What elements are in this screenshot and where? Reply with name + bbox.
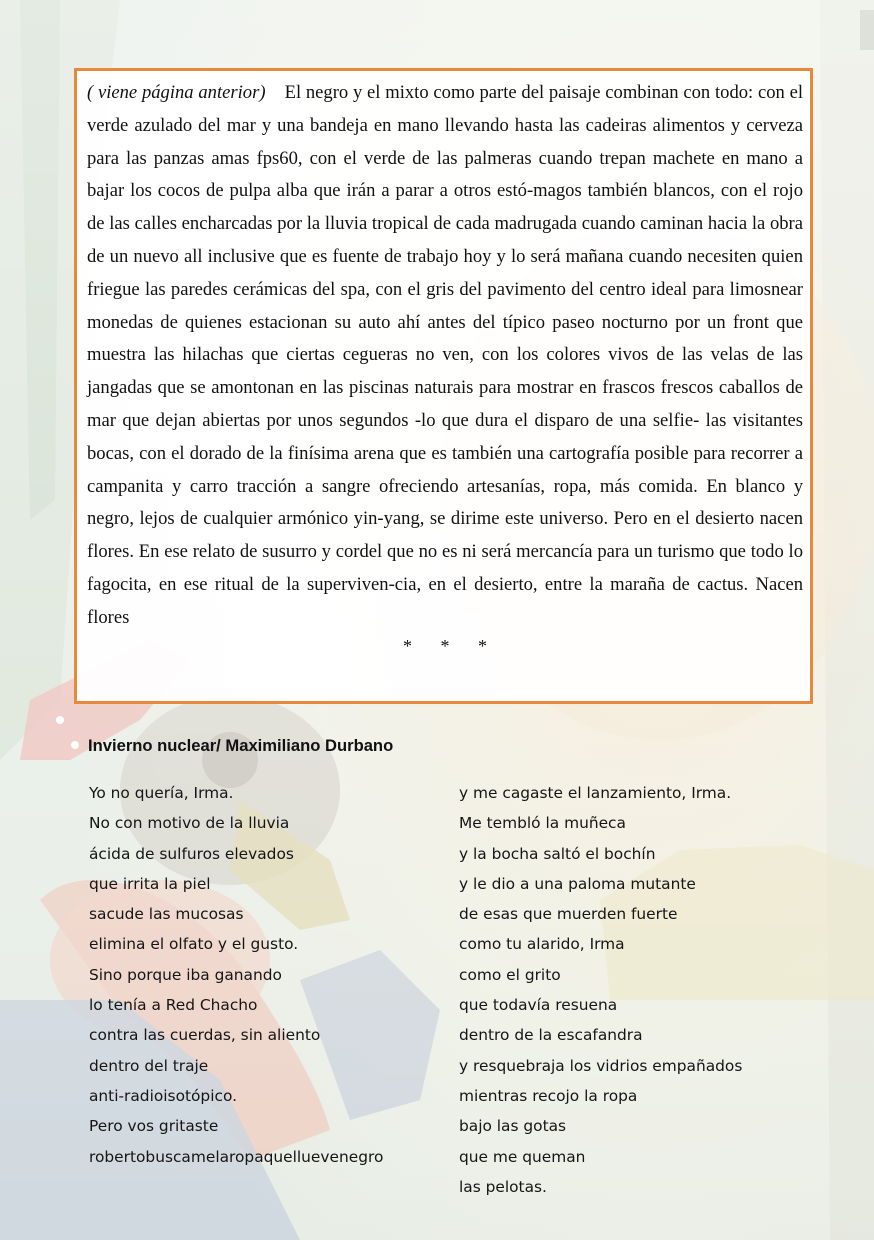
poem-column-right (459, 778, 742, 1202)
poem-line: anti-radioisotópico. (89, 1086, 237, 1105)
poem-line: robertobuscamelaropaquelluevenegro (89, 1147, 384, 1166)
poem-line: y me cagaste el lanzamiento, Irma. (459, 784, 732, 802)
poem-line: Yo no quería, Irma. (89, 784, 234, 802)
poem-title: Invierno nuclear/ Maximiliano Durbano (88, 736, 394, 755)
poem-line: que me queman (459, 1147, 586, 1166)
prose-frame (74, 68, 813, 704)
poem-line: Pero vos gritaste (89, 1117, 219, 1136)
poem-line: de esas que muerden fuerte (459, 905, 678, 924)
poem-line: dentro del traje (89, 1056, 209, 1075)
poem-line: mientras recojo la ropa (459, 1086, 638, 1105)
poem-line: y resquebraja los vidrios empañados (459, 1056, 743, 1075)
prose-text: El negro y el mixto como parte del paisaje combinan con todo: con el verde azulado del mar y una bandeja en mano llevando hasta las cadeiras alimentos y cerveza para las panzas amas fps60, con el verde de las palmeras cuando trepan machete en mano a bajar los cocos de pulpa alba que irán a parar a otros estó-magos también blancos, con el rojo de las calles encharcadas por la lluvia tropical de cada madrugada cuando caminan hacia la obra de un nuevo all inclusive que es fuente de trabajo hoy y lo será mañana cuando necesiten quien friegue las paredes cerámicas del spa, con el gris del pavimento del centro ideal para limosnear monedas de quienes estacionan su auto ahí antes del típico paseo nocturno por un front que muestra las hilachas que ciertas cegueras no ven, con los colores vivos de las velas de las jangadas que se amontonan en las piscinas naturais para mostrar en frascos frescos caballos de mar que dejan abiertas por unos segundos -lo que dura el disparo de una selfie- las visitantes bocas, con el dorado de la finísima arena que es también una cartografía posible para recorrer a campanita y carro tracción a sangre ofreciendo artesanías, ropa, más comida. En blanco y negro, lejos de cualquier armónico yin-yang, se dirime este universo. Pero en el desierto nacen flores. En ese relato de susurro y cordel que no es ni será mercancía para un turismo que todo lo fagocita, en ese ritual de la superviven-cia, en el desierto, entre la maraña de cactus. Nacen flores (87, 82, 804, 628)
poem-line: las pelotas. (459, 1177, 547, 1196)
prose-paragraph (87, 77, 803, 635)
poem-line: bajo las gotas (459, 1117, 567, 1136)
poem-line: que irrita la piel (89, 874, 211, 893)
poem-line: contra las cuerdas, sin aliento (89, 1026, 321, 1045)
poem-line: y la bocha saltó el bochín (459, 844, 656, 863)
poem-line: como el grito (459, 965, 561, 984)
poem-line: como tu alarido, Irma (459, 935, 625, 954)
poem-line: dentro de la escafandra (459, 1026, 643, 1045)
poem-line: y le dio a una paloma mutante (459, 874, 696, 893)
poem-line: lo tenía a Red Chacho (89, 996, 258, 1015)
poem-line: Sino porque iba ganando (89, 965, 282, 984)
poem-line: Me tembló la muñeca (459, 814, 626, 833)
poem-line: ácida de sulfuros elevados (89, 844, 294, 863)
poem-column-left (89, 778, 383, 1172)
section-separator: * * * (403, 635, 499, 656)
poem-line: No con motivo de la lluvia (89, 814, 290, 833)
poem-line: sacude las mucosas (89, 905, 244, 924)
prose-lead: ( viene página anterior) (87, 82, 266, 103)
poem-line: elimina el olfato y el gusto. (89, 935, 299, 954)
poem-line: que todavía resuena (459, 996, 618, 1015)
